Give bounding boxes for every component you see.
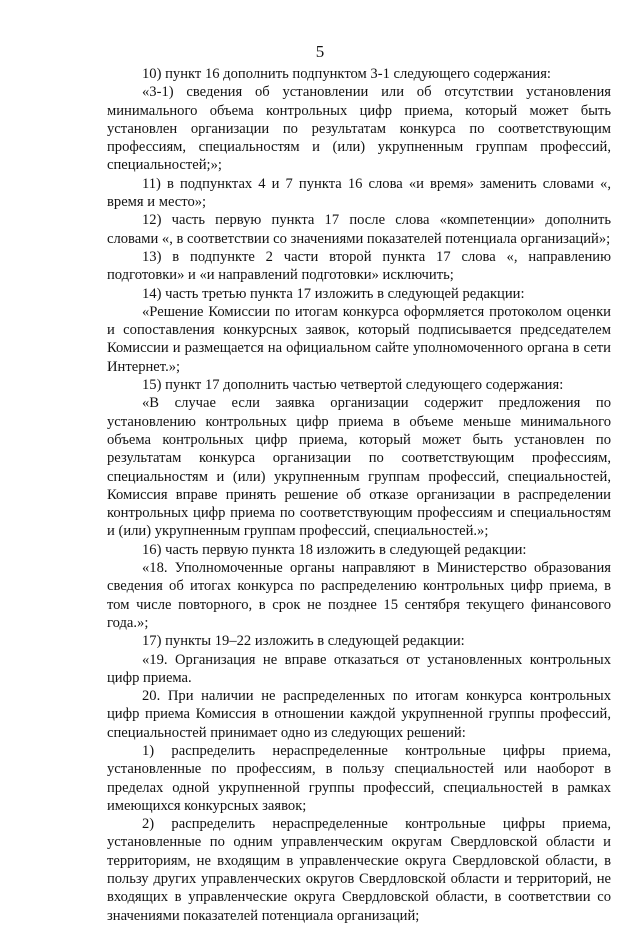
paragraph-clause-20: 20. При наличии не распределенных по итогам конкурса контрольных цифр приема Комиссия в отношении каждой укрупненной группы профессий, специальностей принимает одно из следующих решений: — [107, 688, 611, 741]
paragraph-item-11: 11) в подпунктах 4 и 7 пункта 16 слова «и время» заменить словами «, время и место»; — [107, 175, 611, 211]
page-number: 5 — [315, 42, 325, 61]
paragraph-clause-18: «18. Уполномоченные органы направляют в Министерство образования сведения об итогах конкурса по распределению контрольных цифр приема, в том числе повторного, в срок не позднее 15 сентября текущего финансового года.»; — [107, 560, 611, 631]
paragraph-item-13: 13) в подпункте 2 части второй пункта 17 слова «, направлению подготовки» и «и направлений подготовки» исключить; — [107, 248, 611, 284]
paragraph-item-16: 16) часть первую пункта 18 изложить в следующей редакции: — [142, 541, 527, 558]
paragraph-item-17: 17) пункты 19–22 изложить в следующей редакции: — [142, 633, 465, 650]
paragraph-item-10: 10) пункт 16 дополнить подпунктом 3-1 следующего содержания: — [142, 66, 551, 82]
paragraph-decision-2: 2) распределить нераспределенные контрольные цифры приема, установленные по одним управленческим округам Свердловской области и территориям, не входящим в управленческие округа Свердловской области, в пользу других управленческих округов Свердловской области и территорий, не входящих в управленческие округа Свердловской области, в соответствии со значениями показателей потенциала организаций; — [107, 816, 611, 924]
paragraph-item-12: 12) часть первую пункта 17 после слова «компетенции» дополнить словами «, в соответствии со значениями показателей потенциала организаций»; — [107, 212, 611, 247]
document-body — [107, 65, 611, 925]
paragraph-decision-1: 1) распределить нераспределенные контрольные цифры приема, установленные по профессиям, в пользу специальностей или наоборот в пределах одной укрупненной группы профессий, специальностей в рамках имеющихся конкурсных заявок; — [107, 742, 611, 814]
paragraph-commission-decision: «Решение Комиссии по итогам конкурса оформляется протоколом оценки и сопоставления конкурсных заявок, который подписывается председателем Комиссии и размещается на официальном сайте уполномоченного органа в сети Интернет.»; — [107, 303, 611, 375]
paragraph-item-14: 14) часть третью пункта 17 изложить в следующей редакции: — [142, 285, 525, 302]
paragraph-subitem-3-1: «3-1) сведения об установлении или об отсутствии установления минимального объема контрольных цифр приема, который может быть установлен организации по результатам конкурса по соответствующим профессиям, специальностям и (или) укрупненным группам профессий, специальностей;»; — [107, 84, 611, 174]
paragraph-refusal-case: «В случае если заявка организации содержит предложения по установлению контрольных цифр приема в объеме меньше минимального объема контрольных цифр приема, который может быть установлен по результатам конкурса организации по соответствующим профессиям, специальностям и (или) укрупненным группам профессий, специальностей, Комиссия вправе принять решение об отказе организации в распределении контрольных цифр приема по соответствующим профессиям и специальностям и (или) укрупненным группам профессий, специальностей.»; — [107, 395, 611, 540]
paragraph-clause-19: «19. Организация не вправе отказаться от установленных контрольных цифр приема. — [107, 651, 611, 686]
paragraph-item-15: 15) пункт 17 дополнить частью четвертой следующего содержания: — [142, 377, 564, 394]
